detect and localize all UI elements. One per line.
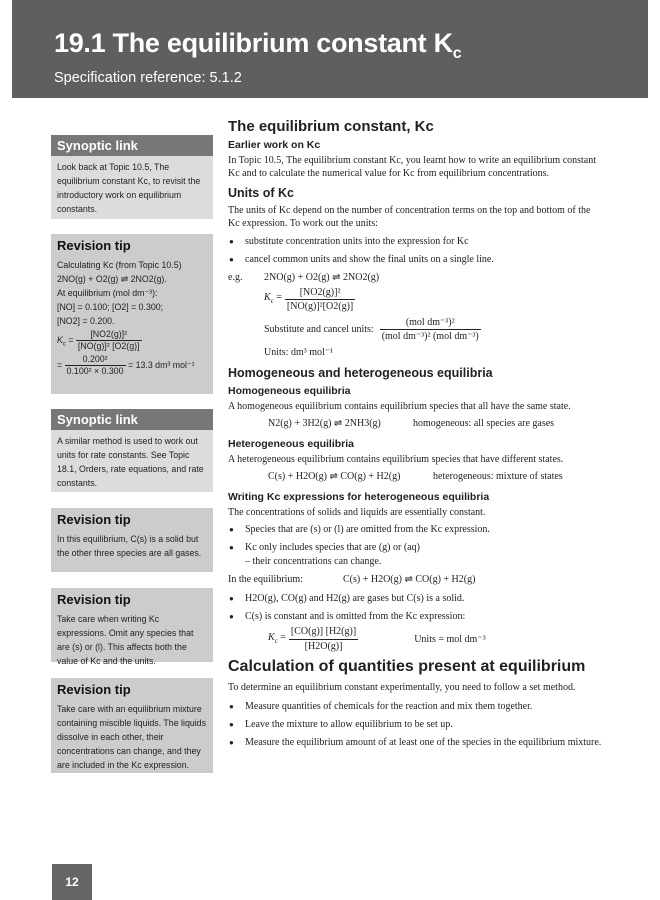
calc-result: = 13.3 dm³ mol⁻¹ <box>128 359 195 370</box>
list-item: ● Measure the equilibrium amount of at least one of the species in the equilibrium mixture. <box>228 736 603 749</box>
list-item: ● Species that are (s) or (l) are omitted from the Kc expression. <box>228 523 603 536</box>
box-text: Take care with an equilibrium mixture containing miscible liquids. The liquids dissolve in each other, their concentrations can change, and they are included in the Kc expression. <box>57 704 206 770</box>
box-title: Revision tip <box>51 678 213 698</box>
revision-tip-box-2 <box>51 508 213 572</box>
page-header <box>12 0 648 98</box>
list-item: ● cancel common units and show the final units on a single line. <box>228 253 603 266</box>
units-result: Units: dm³ mol⁻¹ <box>264 347 334 359</box>
units-list <box>228 235 603 267</box>
section-heading: Homogeneous and heterogeneous equilibria <box>228 365 493 380</box>
revision-tip-box-3 <box>51 588 213 666</box>
example-block: e.g. 2NO(g) + O2(g) ⇌ 2NO2(g) <box>228 272 380 284</box>
example-kc-fraction: $\frac{\text{[NO2(g)]²}}{\text{[NO(g)]²[O2(g)]}}$ <box>286 286 354 313</box>
box-text: A similar method is used to work out units for rate constants. See Topic 18.1, Orders, rate equations, and rate constants. <box>57 436 204 488</box>
hetero-kc-fraction: $\frac{[CO(g)] [H2(g)]}{[H2O(g)]}$ <box>290 626 357 652</box>
synoptic-link-box-1 <box>51 135 213 219</box>
equilibrium-equation: C(s) + H2O(g) ⇌ CO(g) + H2(g) <box>343 574 476 586</box>
tip-line: At equilibrium (mol dm⁻³): <box>57 288 158 298</box>
heterogeneous-note: heterogeneous: mixture of states <box>433 471 563 483</box>
subheading: Earlier work on Kc <box>228 139 321 151</box>
synoptic-link-box-2 <box>51 409 213 492</box>
hetero-kc-units: Units = mol dm⁻³ <box>414 633 486 645</box>
paragraph: To determine an equilibrium constant experimentally, you need to follow a set method. <box>228 682 576 694</box>
method-list <box>228 700 603 750</box>
homogeneous-note: homogeneous: all species are gases <box>413 418 555 430</box>
writing-list <box>228 523 603 568</box>
page-title: 19.1 The equilibrium constant $K_c$ <box>54 28 462 62</box>
subheading: Units of Kc <box>228 185 294 200</box>
box-title: Synoptic link <box>51 409 213 430</box>
box-title: Revision tip <box>51 234 213 254</box>
writing-list-2 <box>228 592 603 624</box>
calc-fraction: $\frac{\text{0.200²}}{\text{0.100² × 0.300}}$ <box>66 354 124 376</box>
example-equation: 2NO(g) + O2(g) ⇌ 2NO2(g) <box>264 272 380 284</box>
list-item: ● C(s) is constant and is omitted from the Kc expression: <box>228 610 603 623</box>
box-text: In this equilibrium, C(s) is a solid but the other three species are all gases. <box>57 534 202 558</box>
page-number: 12 <box>52 864 92 900</box>
revision-tip-box-1: Revision tip Calculating Kc (from Topic 10.5) 2NO(g) + O2(g) ⇌ 2NO2(g). At equilibrium (mol dm⁻³): [NO] = 0.100; [O2] = 0.300; [NO2] = 0.200. $K_c$ = $\frac{\text{[NO2(g)]²}}{\text{[NO(g)]² [O2(g)]}}$ = $\frac{\text{0.200²}}{\text{0.100² × 0.300}}$ = 13.3 dm³ mol⁻¹ <box>51 234 213 394</box>
section-heading: The equilibrium constant, Kc <box>228 118 434 135</box>
specification-reference: Specification reference: 5.1.2 <box>54 70 242 86</box>
subheading: Writing Kc expressions for heterogeneous equilibria <box>228 490 490 503</box>
tip-line: [NO] = 0.100; [O2] = 0.300; <box>57 302 164 312</box>
tip-line: 2NO(g) + O2(g) ⇌ 2NO2(g). <box>57 274 167 284</box>
list-item: ● Kc only includes species that are (g) or (aq) – their concentrations can change. <box>228 541 603 568</box>
list-item: ● Leave the mixture to allow equilibrium to be set up. <box>228 718 603 731</box>
list-item: ● substitute concentration units into the expression for Kc <box>228 235 603 248</box>
units-fraction: $\frac{\text{(mol dm⁻³)²}}{\text{(mol dm⁻³)² (mol dm⁻³)}}$ <box>381 316 479 343</box>
box-title: Synoptic link <box>51 135 213 156</box>
main-content: The equilibrium constant, Kc Earlier work on Kc In Topic 10.5, The equilibrium constant Kc, you learnt how to write an equilibrium constant Kc and to calculate the numerical value for Kc from equilibrium concentrations. Units of Kc The units of Kc depend on the number of concentration terms on the top and bottom of the Kc expression. To work out the units: ● substitute concentration units into the expression for Kc ● cancel common units and show the final units on a single line. e.g. 2NO(g) + O2(g) ⇌ 2NO2(g) $K_c$ = $\frac{\text{[NO2(g)]²}}{\text{[NO(g)]²[O2(g)]}}$ Substitute and cancel units: $\frac{\text{(mol dm⁻³)²}}{\text{(mol dm⁻³)² (mol dm⁻³)}}$ Units: dm³ mol⁻¹ Homogeneous and heterogeneous equilibria Homogeneous equilibria A homogeneous equilibrium contains equilibrium species that all have the same state. N2(g) + 3H2(g) ⇌ 2NH3(g) homogeneous: all species are gases Heterogeneous equilibria A heterogeneous equilibrium contains equilibrium species that have different states. C(s) + H2O(g) ⇌ CO(g) + H2(g) heterogeneous: mixture of states Writing Kc expressions for heterogeneous equilibria The concentrations of solids and liquids are essentially constant. ● Species that are (s) or (l) are omitted from the Kc expression. ● Kc only includes species that are (g) or (aq) – their concentrations can change. In the equilibrium: C(s) + H2O(g) ⇌ CO(g) + H2(g) ● H2O(g), CO(g) and H2(g) are gases but C(s) is a solid. ● C(s) is constant and is omitted from the Kc expression: $K_c$ = $\frac{[CO(g)] [H2(g)]}{[H2O(g)]}$ Units = mol dm⁻³ Calculation of quantities present at equilibrium To determine an equilibrium constant experimentally, you need to follow a set method. ● Measure quantities of chemicals for the reaction and mix them together. ● Leave the mixture to allow equilibrium to be set up. ● Measure the equilibrium amount of at least one of the species in the equilibrium mixture. <box>228 118 603 755</box>
box-text: Look back at Topic 10.5, The equilibrium constant Kc, to revisit the introductory work on equilibrium constants. <box>57 162 201 214</box>
subheading: Homogeneous equilibria <box>228 384 351 397</box>
paragraph: The concentrations of solids and liquids are essentially constant. <box>228 506 486 518</box>
tip-line: Calculating Kc (from Topic 10.5) <box>57 260 182 270</box>
kc-fraction: $\frac{\text{[NO2(g)]²}}{\text{[NO(g)]² [O2(g)]}}$ <box>77 329 140 351</box>
heterogeneous-equation: C(s) + H2O(g) ⇌ CO(g) + H2(g) <box>268 471 401 483</box>
paragraph: The units of Kc depend on the number of concentration terms on the top and bottom of the Kc expression. To work out the units: <box>228 204 591 230</box>
paragraph: In Topic 10.5, The equilibrium constant Kc, you learnt how to write an equilibrium constant Kc and to calculate the numerical value for Kc from equilibrium concentrations. <box>228 155 597 180</box>
box-title: Revision tip <box>51 588 213 608</box>
homogeneous-equation: N2(g) + 3H2(g) ⇌ 2NH3(g) <box>268 418 381 430</box>
paragraph: A homogeneous equilibrium contains equilibrium species that all have the same state. <box>228 400 571 412</box>
section-heading: Calculation of quantities present at equilibrium <box>228 658 586 676</box>
paragraph: A heterogeneous equilibrium contains equilibrium species that have different states. <box>228 453 564 465</box>
subheading: Heterogeneous equilibria <box>228 437 355 450</box>
revision-tip-box-4 <box>51 678 213 773</box>
list-item: ● Measure quantities of chemicals for the reaction and mix them together. <box>228 700 603 713</box>
tip-line: [NO2] = 0.200. <box>57 316 115 326</box>
box-title: Revision tip <box>51 508 213 528</box>
box-text: Take care when writing Kc expressions. Omit any species that are (s) or (l). This affects both the value of Kc and the units. <box>57 614 194 666</box>
substitute-label: Substitute and cancel units: <box>264 323 374 335</box>
list-item: ● H2O(g), CO(g) and H2(g) are gases but C(s) is a solid. <box>228 592 603 605</box>
